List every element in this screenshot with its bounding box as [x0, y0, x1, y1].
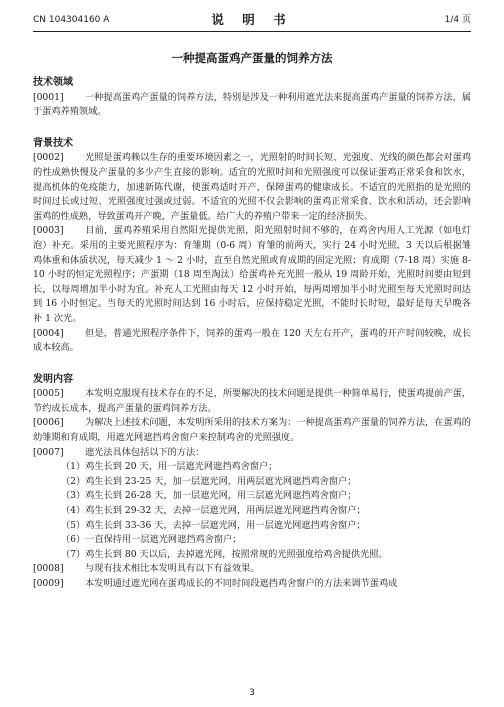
- paragraph-text: 但是，普通光照程序条件下，饲养的蛋鸡一般在 120 天左右开产，蛋鸡的开产时间较晚，成长成本较高。: [33, 327, 471, 354]
- patent-number: CN 104304160 A: [33, 15, 110, 25]
- paragraph-number: [0005]: [33, 388, 64, 400]
- section-heading-invention-content: 发明内容: [33, 373, 73, 385]
- list-item: （2）鸡生长到 23-25 天，加一层遮光网，用两层遮光网遮挡鸡舍窗户；: [61, 475, 357, 487]
- section-gap: [33, 356, 471, 369]
- paragraph-0004: [33, 327, 471, 356]
- paragraph-text: 遮光法具体包括以下的方法：: [85, 446, 205, 458]
- list-item: （1）鸡生长到 20 天，用一层遮光网遮挡鸡舍窗户；: [61, 461, 278, 473]
- document-body: [33, 50, 471, 592]
- document-type: 说 明 书: [211, 12, 293, 27]
- paragraph-number: [0008]: [33, 563, 64, 575]
- paragraph-0009: [33, 577, 471, 592]
- list-item: （6）一直保持用一层遮光网遮挡鸡舍窗户；: [61, 534, 242, 546]
- list-item: （4）鸡生长到 29-32 天，去掉一层遮光网，用两层遮光网遮挡鸡舍窗户；: [61, 505, 366, 517]
- paragraph-text: 为解决上述技术问题，本发明所采用的技术方案为：一种提高蛋鸡产蛋量的饲养方法，在蛋鸡的幼雏期和育成期，用遮光网遮挡鸡舍窗户来控制鸡舍的光照强度。: [33, 417, 471, 444]
- page-number: 3: [249, 688, 255, 698]
- header-rule: [33, 31, 471, 32]
- document-title: 一种提高蛋鸡产蛋量的饲养方法: [171, 51, 333, 65]
- paragraph-number: [0006]: [33, 417, 64, 429]
- section-gap: [33, 120, 471, 133]
- paragraph-text: 本发明克服现有技术存在的不足，所要解决的技术问题是提供一种简单易行，使蛋鸡提前产蛋，节约成长成本，提高产蛋量的蛋鸡饲养方法。: [33, 388, 471, 414]
- list-item: （3）鸡生长到 26-28 天，加一层遮光网，用三层遮光网遮挡鸡舍窗户；: [61, 490, 357, 502]
- paragraph-text: 目前，蛋鸡养殖采用自然阳光提供光照，阳光照射时间不够的，在鸡舍内用人工光源（如电灯泡）补充。采用的主要光照程序为：育雏期（0-6 周）育雏的前两天，实行 24 小时光照，3 天以后根据雏鸡体重和体质状况，每天减少 1 ～ 2 小时，直至自然光照或育成期的固定光照；育成期（7-18 周）实施 8-10 小时的恒定光照程序；产蛋期（18 周至淘汰）给蛋鸡补充光照一般从 19 周龄开始，光照时间要由短到长，以每周增加半小时为宜。补充人工光照由每天 12 小时开始，每两周增加半小时光照至每天光照时间达到 16 小时恒定。当每天的光照时间达到 16 小时后，应保持稳定光照，不能时长时短，最好是每天早晚各补 1 次光。: [33, 225, 471, 324]
- light-shading-steps: [33, 460, 471, 562]
- paragraph-0007: [33, 446, 471, 461]
- paragraph-0005: [33, 387, 471, 416]
- paragraph-number: [0001]: [33, 91, 64, 103]
- paragraph-number: [0009]: [33, 578, 64, 589]
- paragraph-text: 光照是蛋鸡赖以生存的重要环境因素之一，光照射的时间长短、光强度、光线的颜色都会对蛋鸡的性成熟快慢及产蛋量的多少产生直接的影响。适宜的光照时间和光照强度可以保证蛋鸡正常采食和饮水，提高机体的免疫能力，加速新陈代谢，使蛋鸡适时开产，保障蛋鸡的健康成长。不适宜的光照指的是光照的时间过长或过短、光照强度过强或过弱。不适宜的光照不仅会影响的蛋鸡正常采食、饮水和活动，还会影响蛋鸡的性成熟，导致蛋鸡开产晚，产蛋量低。给广大的养殖户带来一定的经济损失。: [33, 152, 471, 222]
- paragraph-0008: [33, 562, 471, 577]
- paragraph-0001: [33, 91, 471, 120]
- paragraph-0003: [33, 224, 471, 326]
- list-item: （5）鸡生长到 33-36 天，去掉一层遮光网，用一层遮光网遮挡鸡舍窗户；: [61, 519, 366, 531]
- page-indicator: 1/4 页: [444, 15, 471, 25]
- paragraph-0002: [33, 151, 471, 224]
- list-item: （7）鸡生长到 80 天以后，去掉遮光网，按照常规的光照强度给鸡舍提供光照。: [61, 548, 388, 560]
- paragraph-text: 与现有技术相比本发明具有以下有益效果。: [85, 563, 260, 575]
- paragraph-text: 一种提高蛋鸡产蛋量的饲养方法，特别是涉及一种利用遮光法来提高蛋鸡产蛋量的饲养方法，属于蛋鸡养殖领域。: [33, 91, 471, 118]
- page-header: [33, 11, 471, 29]
- paragraph-0006: [33, 416, 471, 445]
- paragraph-text: 本发明通过遮光网在蛋鸡成长的不同时间段遮挡鸡舍窗户的方法来调节蛋鸡成: [85, 578, 398, 589]
- paragraph-number: [0004]: [33, 327, 64, 339]
- section-heading-background: 背景技术: [33, 137, 73, 149]
- paragraph-number: [0007]: [33, 446, 64, 458]
- paragraph-number: [0003]: [33, 225, 64, 237]
- paragraph-number: [0002]: [33, 152, 64, 164]
- section-heading-tech-field: 技术领域: [33, 77, 73, 88]
